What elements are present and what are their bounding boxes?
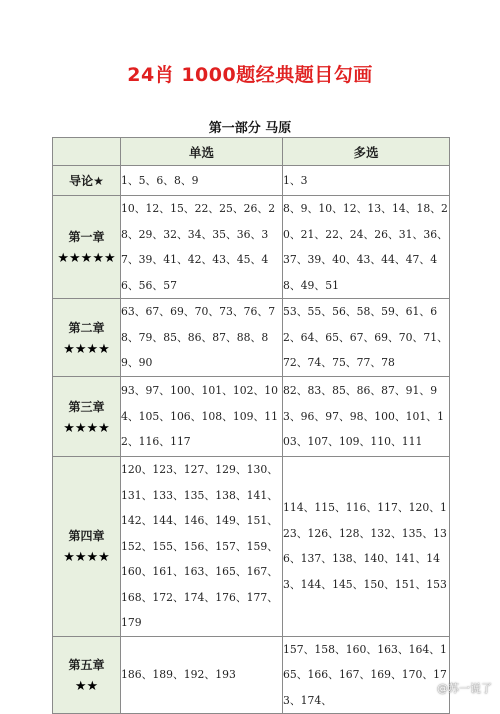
- rating-stars: ★★: [74, 678, 99, 694]
- single-choice-cell: 186、189、192、193: [121, 636, 283, 714]
- header-single-choice: 单选: [121, 138, 283, 166]
- watermark: @苏一说了: [437, 682, 492, 695]
- table-header-row: [53, 138, 450, 166]
- single-choice-cell: 63、67、69、70、73、76、78、79、85、86、87、88、89、90: [121, 299, 283, 377]
- document-title: 24肖 1000题经典题目勾画: [127, 64, 373, 86]
- header-multi-choice: 多选: [283, 138, 450, 166]
- chapter-label: [53, 299, 121, 377]
- single-choice-cell: 10、12、15、22、25、26、28、29、32、34、35、36、37、39、41、42、43、45、46、56、57: [121, 196, 283, 299]
- table-row: [53, 636, 450, 714]
- rating-stars: ★★★★★: [57, 251, 116, 266]
- table-row: [53, 457, 450, 637]
- multi-choice-cell: 53、55、56、58、59、61、62、64、65、67、69、70、71、72、74、75、77、78: [283, 299, 450, 377]
- multi-choice-cell: 114、115、116、117、120、123、126、128、132、135、136、137、138、140、141、143、144、145、150、151、153: [283, 457, 450, 637]
- chapter-name: 第四章: [68, 529, 105, 544]
- single-choice-cell: 93、97、100、101、102、104、105、106、108、109、112、116、117: [121, 377, 283, 457]
- chapter-label: [53, 166, 121, 196]
- multi-choice-cell: 1、3: [283, 166, 450, 196]
- section-title: 第一部分 马原: [208, 121, 292, 136]
- question-table: [52, 137, 450, 714]
- header-chapter: [53, 138, 121, 166]
- chapter-name: 导论★: [69, 173, 104, 188]
- chapter-name: 第三章: [68, 399, 105, 414]
- chapter-label: [53, 377, 121, 457]
- chapter-name: 第二章: [68, 320, 105, 335]
- chapter-label: [53, 636, 121, 714]
- rating-stars: ★★★★: [63, 550, 110, 566]
- table-row: [53, 377, 450, 457]
- chapter-label: [53, 457, 121, 637]
- table-row: [53, 196, 450, 299]
- table-row: [53, 299, 450, 377]
- chapter-label: [53, 196, 121, 299]
- single-choice-cell: 1、5、6、8、9: [121, 166, 283, 196]
- rating-stars: ★★★★: [63, 420, 110, 436]
- rating-stars: ★★★★: [63, 341, 110, 357]
- multi-choice-cell: 157、158、160、163、164、165、166、167、169、170、173、174、: [283, 636, 450, 714]
- table-row: [53, 166, 450, 196]
- multi-choice-cell: 8、9、10、12、13、14、18、20、21、22、24、26、31、36、37、39、40、43、44、47、48、49、51: [283, 196, 450, 299]
- chapter-name: 第五章: [68, 657, 105, 672]
- multi-choice-cell: 82、83、85、86、87、91、93、96、97、98、100、101、103、107、109、110、111: [283, 377, 450, 457]
- chapter-name: 第一章: [68, 230, 105, 244]
- single-choice-cell: 120、123、127、129、130、131、133、135、138、141、142、144、146、149、151、152、155、156、157、159、160、161、163、165、167、168、172、174、176、177、179: [121, 457, 283, 637]
